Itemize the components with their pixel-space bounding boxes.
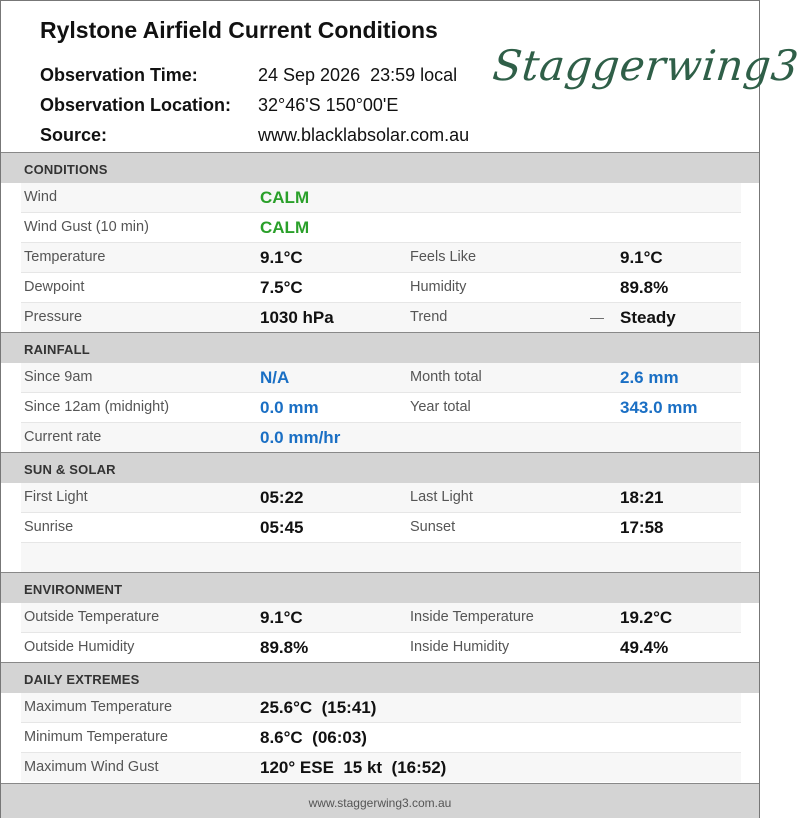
table-row — [21, 243, 741, 273]
observation-time-row — [40, 60, 500, 90]
staggerwing-logo: Staggerwing3 — [490, 41, 801, 90]
min-temperature-value: 8.6°C (06:03) — [260, 728, 367, 747]
pressure-label: Pressure — [24, 309, 83, 325]
section-title: DAILY EXTREMES — [24, 672, 140, 687]
page-title: Rylstone Airfield Current Conditions — [40, 17, 438, 43]
table-row — [21, 423, 741, 452]
table-row — [21, 183, 741, 213]
sunrise-value: 05:45 — [260, 518, 304, 537]
year-total-label: Year total — [410, 399, 471, 415]
month-total-label: Month total — [410, 369, 482, 385]
trend-value: Steady — [620, 308, 676, 327]
since-9am-label: Since 9am — [24, 369, 93, 385]
section-title: CONDITIONS — [24, 162, 108, 177]
observation-time-label: Observation Time: — [40, 65, 198, 85]
table-row — [21, 513, 741, 543]
wind-gust-label: Wind Gust (10 min) — [24, 219, 149, 235]
humidity-label: Humidity — [410, 279, 467, 295]
empty-row — [21, 543, 741, 572]
current-rate-value: 0.0 mm/hr — [260, 428, 341, 447]
wind-label: Wind — [24, 189, 58, 205]
table-row — [21, 273, 741, 303]
observation-location-label: Observation Location: — [40, 95, 232, 115]
first-light-value: 05:22 — [260, 488, 304, 507]
first-light-label: First Light — [24, 489, 88, 505]
wind-gust-value: CALM — [260, 218, 310, 237]
section-title: SUN & SOLAR — [24, 462, 116, 477]
sunset-label: Sunset — [410, 519, 456, 535]
inside-temperature-value: 19.2°C — [620, 608, 673, 627]
wind-value: CALM — [260, 188, 310, 207]
since-midnight-label: Since 12am (midnight) — [24, 399, 170, 415]
footer — [1, 783, 759, 818]
sunrise-label: Sunrise — [24, 519, 74, 535]
max-temperature-label: Maximum Temperature — [24, 699, 173, 715]
sunset-value: 17:58 — [620, 518, 664, 537]
section-header-daily-extremes — [1, 662, 759, 693]
table-row — [21, 303, 741, 332]
outside-humidity-label: Outside Humidity — [24, 639, 135, 655]
year-total-value: 343.0 mm — [620, 398, 698, 417]
last-light-value: 18:21 — [620, 488, 664, 507]
table-row — [21, 633, 741, 662]
table-row — [21, 483, 741, 513]
inside-humidity-label: Inside Humidity — [410, 639, 510, 655]
max-wind-gust-value: 120° ESE 15 kt (16:52) — [260, 758, 447, 777]
observation-time-value: 24 Sep 2026 23:59 local — [258, 65, 458, 85]
inside-temperature-label: Inside Temperature — [410, 609, 534, 625]
source-value[interactable]: www.blacklabsolar.com.au — [258, 125, 470, 145]
footer-link[interactable]: www.staggerwing3.com.au — [308, 796, 452, 810]
month-total-value: 2.6 mm — [620, 368, 679, 387]
section-title: RAINFALL — [24, 342, 90, 357]
table-row — [21, 363, 741, 393]
section-header-conditions — [1, 152, 759, 183]
feels-like-value: 9.1°C — [620, 248, 663, 267]
min-temperature-label: Minimum Temperature — [24, 729, 168, 745]
table-row — [21, 723, 741, 753]
table-row — [21, 603, 741, 633]
outside-temperature-label: Outside Temperature — [24, 609, 160, 625]
section-header-environment — [1, 572, 759, 603]
observation-location-row — [40, 90, 500, 120]
source-row — [40, 120, 500, 150]
inside-humidity-value: 49.4% — [620, 638, 669, 657]
table-row — [21, 213, 741, 243]
dewpoint-value: 7.5°C — [260, 278, 303, 297]
observation-location-value: 32°46'S 150°00'E — [258, 95, 399, 115]
source-label: Source: — [40, 125, 108, 145]
since-9am-value: N/A — [260, 368, 290, 387]
outside-temperature-value: 9.1°C — [260, 608, 303, 627]
last-light-label: Last Light — [410, 489, 473, 505]
header — [1, 1, 801, 151]
trend-label: Trend — [410, 309, 448, 325]
dewpoint-label: Dewpoint — [24, 279, 85, 295]
current-rate-label: Current rate — [24, 429, 102, 445]
table-row — [21, 753, 741, 782]
outside-humidity-value: 89.8% — [260, 638, 309, 657]
section-header-rainfall — [1, 332, 759, 363]
section-header-sun-solar — [1, 452, 759, 483]
max-wind-gust-label: Maximum Wind Gust — [24, 759, 159, 775]
table-row — [21, 693, 741, 723]
temperature-label: Temperature — [24, 249, 106, 265]
humidity-value: 89.8% — [620, 278, 669, 297]
temperature-value: 9.1°C — [260, 248, 303, 267]
max-temperature-value: 25.6°C (15:41) — [260, 698, 377, 717]
pressure-value: 1030 hPa — [260, 308, 334, 327]
since-midnight-value: 0.0 mm — [260, 398, 319, 417]
section-title: ENVIRONMENT — [24, 582, 123, 597]
feels-like-label: Feels Like — [410, 249, 477, 265]
trend-steady-icon: — — [590, 309, 604, 325]
table-row — [21, 393, 741, 423]
